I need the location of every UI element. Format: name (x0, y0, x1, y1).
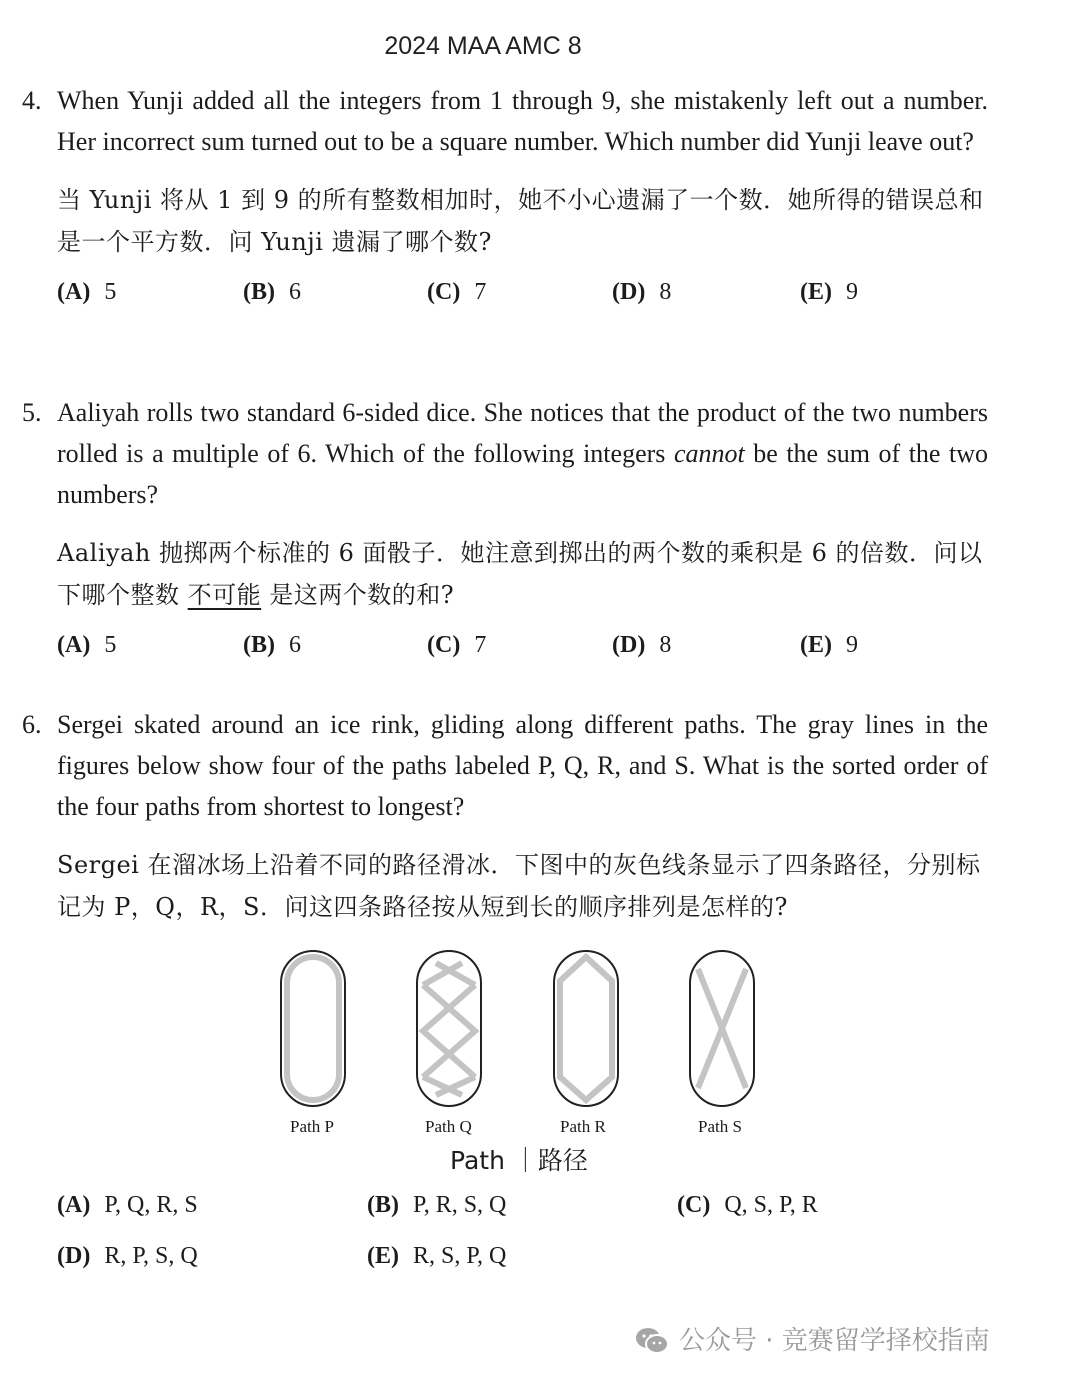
paths-figure (270, 945, 770, 1185)
figure-title: Path ｜路径 (450, 1146, 588, 1175)
problem-number: 5. (22, 398, 42, 427)
problem-6 (22, 704, 988, 928)
problem-text-zh: Aaliyah 抛掷两个标准的 6 面骰子．她注意到掷出的两个数的乘积是 6 的倍数．问以下哪个整数 不可能 是这两个数的和? (57, 539, 983, 609)
path-s-figure (690, 951, 754, 1106)
problem-4 (22, 80, 988, 319)
choice-c[interactable]: (C) 7 (427, 279, 487, 305)
choice-d[interactable]: (D) R, P, S, Q (57, 1243, 198, 1269)
choice-d[interactable]: (D) 8 (612, 279, 672, 305)
problem-text-en: Sergei skated around an ice rink, gliding along different paths. The gray lines in the figures below show four of the paths labeled P, Q, R, and S. What is the sorted order of the four paths from shortest to longest? (57, 710, 988, 821)
choice-b[interactable]: (B) 6 (243, 632, 301, 658)
choice-a[interactable]: (A) P, Q, R, S (57, 1192, 198, 1218)
path-q-figure (417, 951, 481, 1106)
choice-a[interactable]: (A) 5 (57, 279, 117, 305)
problem-5 (22, 392, 988, 672)
choice-b[interactable]: (B) 6 (243, 279, 301, 305)
problem-text-en: Aaliyah rolls two standard 6-sided dice. She notices that the product of the two numbers rolled is a multiple of 6. Which of the following integers cannot be the sum of the two numbers? (57, 398, 988, 509)
choice-e[interactable]: (E) R, S, P, Q (367, 1243, 507, 1269)
choice-c[interactable]: (C) 7 (427, 632, 487, 658)
wechat-icon (635, 1327, 669, 1362)
watermark (635, 1320, 990, 1362)
answer-choices (57, 632, 988, 672)
choice-e[interactable]: (E) 9 (800, 632, 858, 658)
choice-b[interactable]: (B) P, R, S, Q (367, 1192, 507, 1218)
path-p-figure (281, 951, 345, 1106)
problem-number: 4. (22, 86, 42, 115)
problem-text-zh: Sergei 在溜冰场上沿着不同的路径滑冰．下图中的灰色线条显示了四条路径，分别标记为 P，Q，R，S．问这四条路径按从短到长的顺序排列是怎样的? (57, 851, 981, 921)
answer-choices (57, 279, 988, 319)
path-q-label: Path Q (425, 1117, 472, 1136)
answer-choices-6 (57, 1192, 957, 1292)
path-s-label: Path S (698, 1117, 742, 1136)
choice-a[interactable]: (A) 5 (57, 632, 117, 658)
paths-diagram (270, 945, 770, 1125)
choice-e[interactable]: (E) 9 (800, 279, 858, 305)
choice-d[interactable]: (D) 8 (612, 632, 672, 658)
problem-number: 6. (22, 710, 42, 739)
choice-c[interactable]: (C) Q, S, P, R (677, 1192, 818, 1218)
path-p-label: Path P (290, 1117, 334, 1136)
path-r-label: Path R (560, 1117, 606, 1136)
page-header: 2024 MAA AMC 8 (384, 32, 582, 60)
problem-text-en: When Yunji added all the integers from 1 through 9, she mistakenly left out a number. Her incorrect sum turned out to be a square number. Which number did Yunji leave out? (57, 86, 988, 156)
watermark-text: 公众号 · 竞赛留学择校指南 (679, 1326, 990, 1356)
path-r-figure (554, 951, 618, 1106)
problem-text-zh: 当 Yunji 将从 1 到 9 的所有整数相加时，她不小心遗漏了一个数．她所得的错误总和是一个平方数．问 Yunji 遗漏了哪个数? (57, 186, 984, 256)
